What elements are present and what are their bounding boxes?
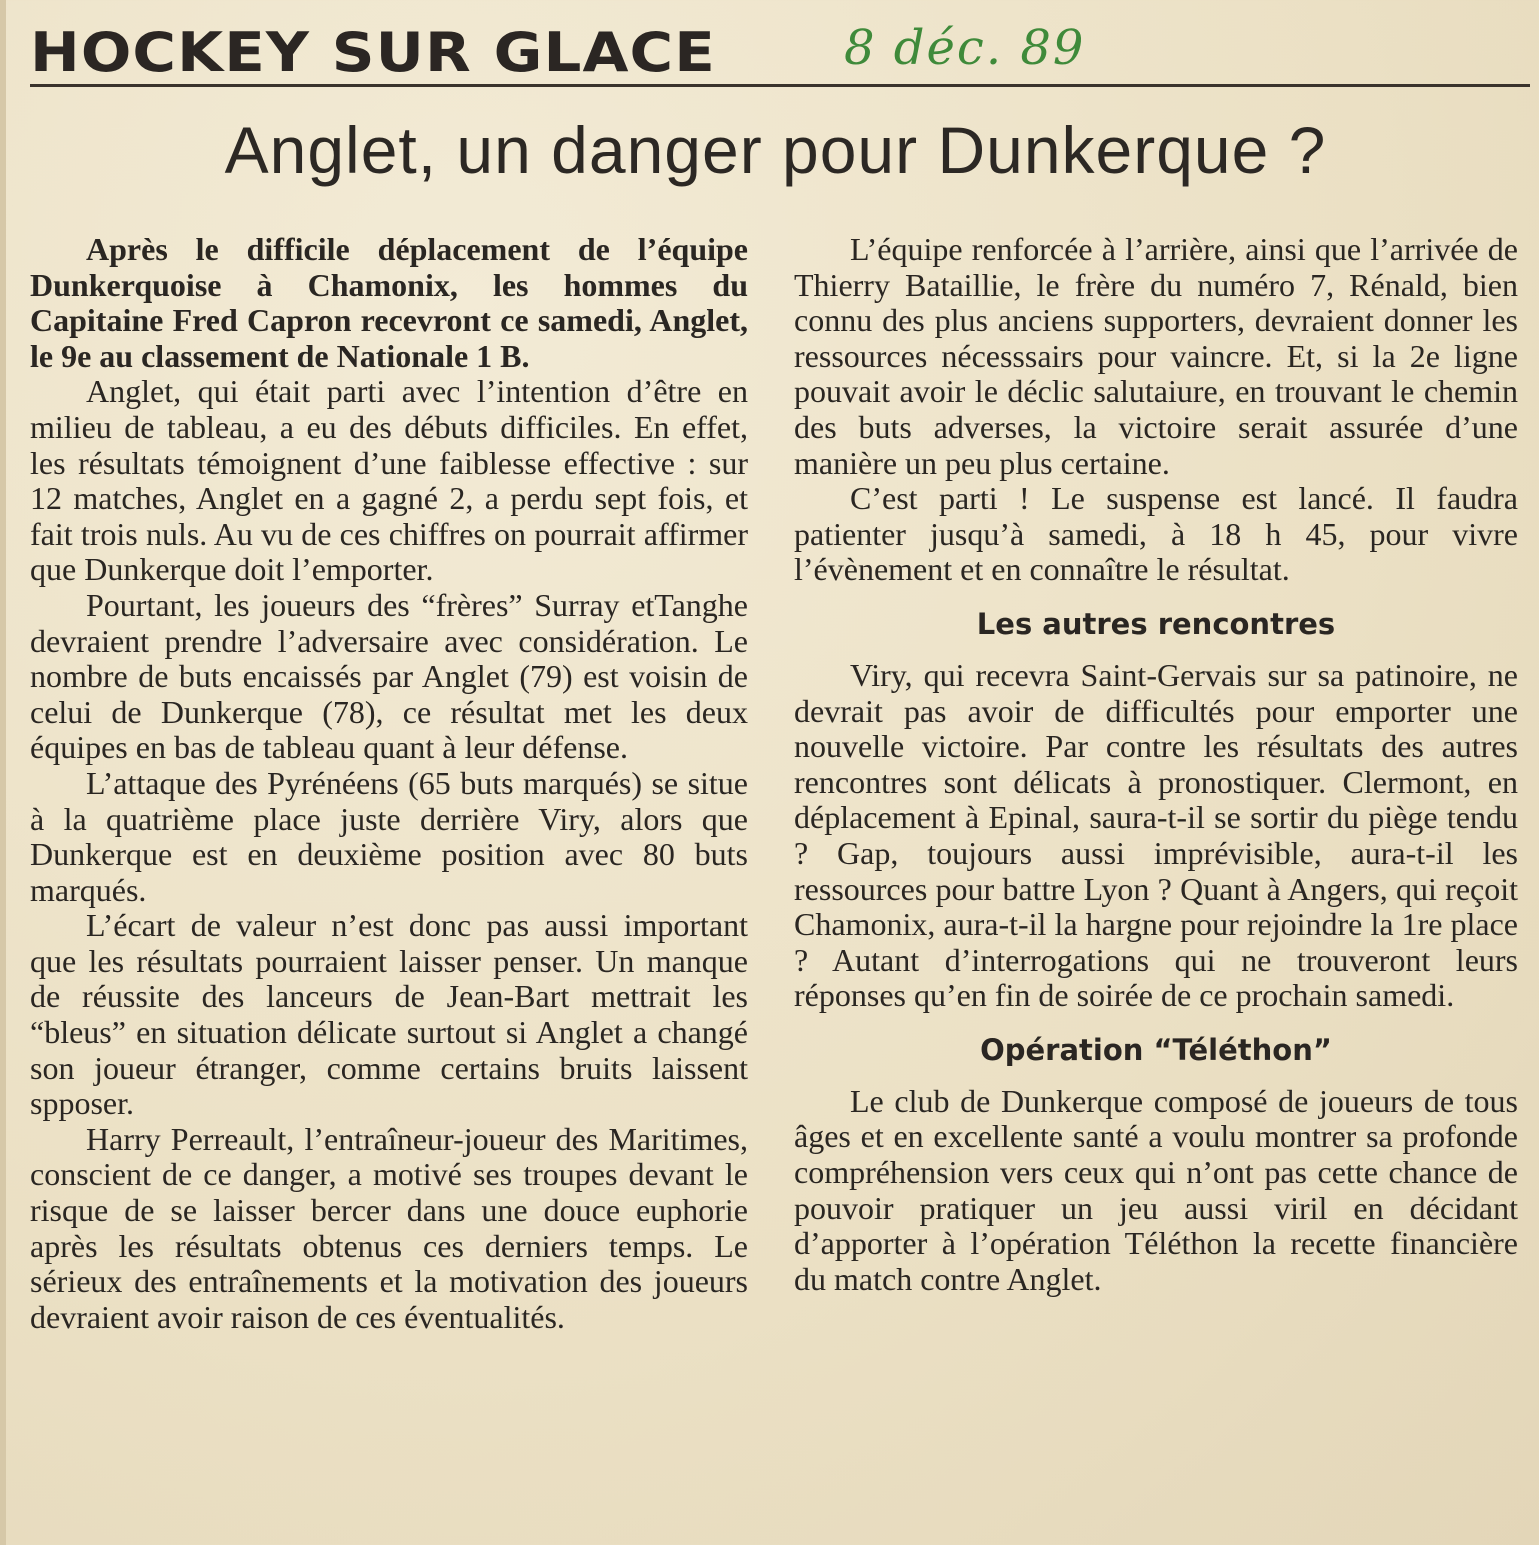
article-column-left — [30, 232, 748, 1335]
header-rule — [30, 84, 1530, 87]
body-paragraph: Harry Perreault, l’entraîneur-joueur des Maritimes, conscient de ce danger, a motivé ses troupes devant le risque de se laisser bercer dans une douce euphorie après les résultats obtenus ces derniers temps. Le sérieux des entraînements et la motivation des joueurs devraient avoir raison de ces éventualités. — [30, 1120, 748, 1335]
handwritten-date: 8 déc. 89 — [844, 20, 1086, 76]
article-column-right — [794, 232, 1518, 1297]
body-paragraph: L’écart de valeur n’est donc pas aussi important que les résultats pourraient laisser penser. Un manque de réussite des lanceurs de Jean-Bart mettrait les “bleus” en situation délicate surtout si Anglet a changé son joueur étranger, comme certains bruits laissent spposer. — [30, 907, 748, 1122]
subheading-telethon: Opération “Téléthon” — [980, 1032, 1332, 1067]
lead-paragraph: Après le difficile déplacement de l’équipe Dunkerquoise à Chamonix, les hommes du Capitaine Fred Capron recevront ce samedi, Anglet, le 9e au classement de Nationale 1 B. — [30, 231, 748, 374]
body-paragraph: L’équipe renforcée à l’arrière, ainsi que l’arrivée de Thierry Bataillie, le frère du numéro 7, Rénald, bien connu des plus anciens supporters, devraient donner les ressources nécesssairs pour vaincre. Et, si la 2e ligne pouvait avoir le déclic salutaiure, en trouvant le chemin des buts adverses, la victoire serait assurée d’une manière un peu plus certaine. — [794, 231, 1518, 481]
article-headline: Anglet, un danger pour Dunkerque ? — [224, 113, 1327, 187]
body-paragraph: Viry, qui recevra Saint-Gervais sur sa patinoire, ne devrait pas avoir de difficultés pour emporter une nouvelle victoire. Par contre les résultats des autres rencontres sont délicats à pronostiquer. Clermont, en déplacement à Epinal, saura-t-il se sortir du piège tendu ? Gap, toujours aussi imprévisible, aura-t-il les ressources pour battre Lyon ? Quant à Angers, qui reçoit Chamonix, aura-t-il la hargne pour rejoindre la 1re place ? Autant d’interrogations qui ne trouveront leurs réponses qu’en fin de soirée de ce prochain samedi. — [794, 656, 1518, 1014]
body-paragraph: Anglet, qui était parti avec l’intention d’être en milieu de tableau, a eu des débuts difficiles. En effet, les résultats témoignent d’une faiblesse effective : sur 12 matches, Anglet en a gagné 2, a perdu sept fois, et fait trois nuls. Au vu de ces chiffres on pourrait affirmer que Dunkerque doit l’emporter. — [30, 373, 748, 588]
body-paragraph: L’attaque des Pyrénéens (65 buts marqués) se situe à la quatrième place juste derrière Viry, alors que Dunkerque est en deuxième position avec 80 buts marqués. — [30, 764, 748, 908]
body-paragraph: C’est parti ! Le suspense est lancé. Il faudra patienter jusqu’à samedi, à 18 h 45, pour vivre l’évènement et en connaître le résultat. — [794, 480, 1518, 588]
body-paragraph: Le club de Dunkerque composé de joueurs de tous âges et en excellente santé a voulu montrer sa profonde compréhension vers ceux qui n’ont pas cette chance de pouvoir pratiquer un jeu aussi viril en décidant d’apporter à l’opération Téléthon la recette financière du match contre Anglet. — [794, 1082, 1518, 1297]
body-paragraph: Pourtant, les joueurs des “frères” Surray etTanghe devraient prendre l’adversaire avec considération. Le nombre de buts encaissés par Anglet (79) est voisin de celui de Dunkerque (78), ce résultat met les deux équipes en bas de tableau quant à leur défense. — [30, 586, 748, 766]
subheading-other-matches: Les autres rencontres — [976, 606, 1336, 641]
section-rubric: HOCKEY SUR GLACE — [30, 21, 716, 84]
